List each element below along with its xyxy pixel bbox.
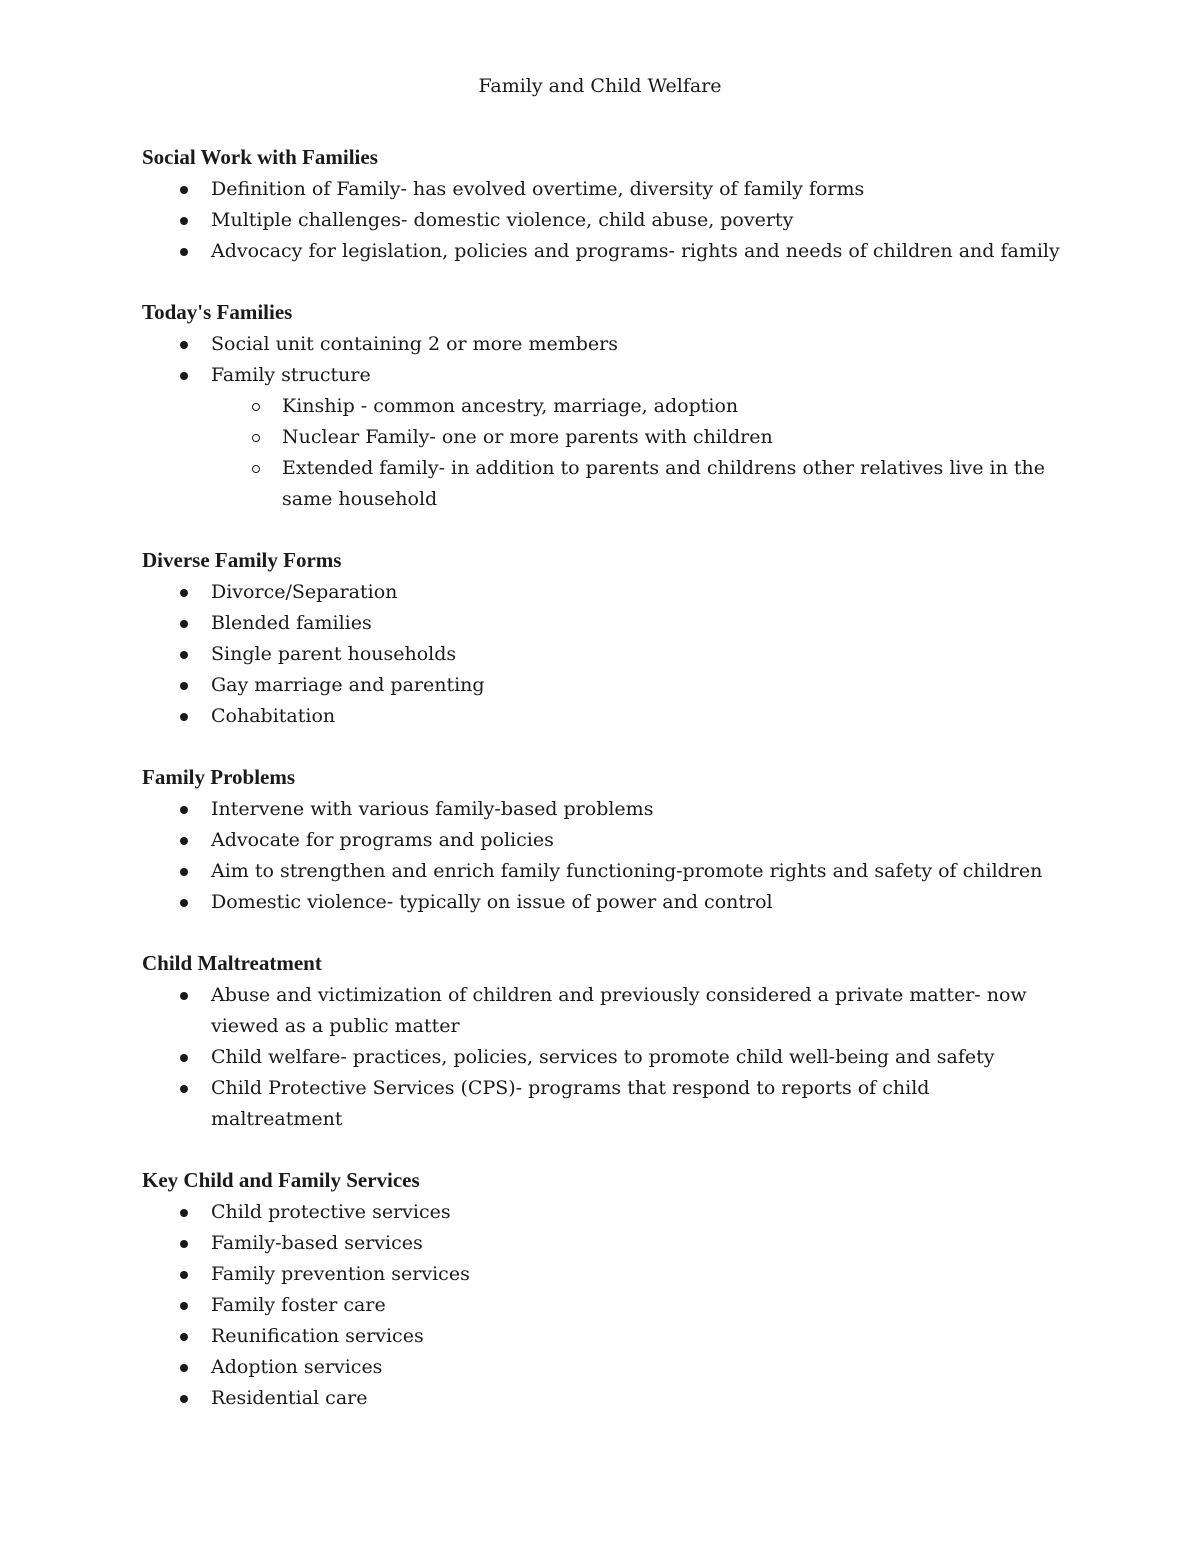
bullet-icon bbox=[180, 372, 188, 380]
hollow-bullet-icon bbox=[252, 403, 260, 411]
list-item bbox=[142, 236, 1062, 267]
bullet-icon bbox=[180, 713, 188, 721]
list-item-text: Adoption services bbox=[211, 1356, 383, 1378]
list-item-text: Reunification services bbox=[211, 1325, 424, 1347]
list-item-text: Divorce/Separation bbox=[211, 581, 398, 603]
bullet-icon bbox=[180, 1209, 188, 1217]
section-heading: Child Maltreatment bbox=[142, 951, 322, 975]
sub-list-item bbox=[211, 391, 1062, 422]
bullet-icon bbox=[180, 186, 188, 194]
list-item bbox=[142, 794, 1062, 825]
list-item bbox=[142, 608, 1062, 639]
list-item bbox=[142, 1383, 1062, 1414]
bullet-icon bbox=[180, 1240, 188, 1248]
section-heading: Key Child and Family Services bbox=[142, 1168, 420, 1192]
bullet-list bbox=[142, 174, 1062, 267]
list-item bbox=[142, 577, 1062, 608]
list-item-text: Family structure bbox=[211, 364, 371, 386]
section-key-child-and-family-services bbox=[142, 1166, 1062, 1414]
bullet-list bbox=[142, 577, 1062, 732]
list-item-text: Multiple challenges- domestic violence, child abuse, poverty bbox=[211, 209, 794, 231]
list-item bbox=[142, 639, 1062, 670]
list-item-text: Aim to strengthen and enrich family functioning-promote rights and safety of children bbox=[211, 860, 1043, 882]
list-item-text: Gay marriage and parenting bbox=[211, 674, 485, 696]
sub-list-item-text: Kinship - common ancestry, marriage, adoption bbox=[282, 395, 739, 417]
bullet-list bbox=[142, 794, 1062, 918]
list-item bbox=[142, 329, 1062, 360]
list-item bbox=[142, 205, 1062, 236]
bullet-icon bbox=[180, 868, 188, 876]
document-title: Family and Child Welfare bbox=[478, 75, 722, 97]
list-item-text: Advocacy for legislation, policies and programs- rights and needs of children and family bbox=[211, 240, 1060, 262]
list-item-text: Family-based services bbox=[211, 1232, 423, 1254]
list-item-text: Child welfare- practices, policies, services to promote child well-being and safety bbox=[211, 1046, 995, 1068]
section-diverse-family-forms bbox=[142, 546, 1062, 732]
bullet-icon bbox=[180, 1302, 188, 1310]
list-item-text: Single parent households bbox=[211, 643, 457, 665]
sub-list-item-text: Nuclear Family- one or more parents with children bbox=[282, 426, 773, 448]
bullet-icon bbox=[180, 1054, 188, 1062]
list-item-text: Child Protective Services (CPS)- programs that respond to reports of child maltreatment bbox=[211, 1077, 930, 1130]
section-heading: Diverse Family Forms bbox=[142, 548, 342, 572]
list-item bbox=[142, 856, 1062, 887]
bullet-list bbox=[142, 980, 1062, 1135]
list-item bbox=[142, 887, 1062, 918]
list-item-text: Abuse and victimization of children and previously considered a private matter- now viewed as a public matter bbox=[211, 984, 1027, 1037]
list-item bbox=[142, 670, 1062, 701]
bullet-icon bbox=[180, 620, 188, 628]
list-item-text: Residential care bbox=[211, 1387, 368, 1409]
bullet-icon bbox=[180, 899, 188, 907]
section-child-maltreatment bbox=[142, 949, 1062, 1135]
bullet-icon bbox=[180, 341, 188, 349]
section-heading: Today's Families bbox=[142, 300, 293, 324]
list-item-text: Definition of Family- has evolved overtime, diversity of family forms bbox=[211, 178, 865, 200]
sub-bullet-list bbox=[211, 391, 1062, 515]
list-item-text: Cohabitation bbox=[211, 705, 336, 727]
bullet-icon bbox=[180, 217, 188, 225]
bullet-icon bbox=[180, 992, 188, 1000]
section-social-work-with-families bbox=[142, 143, 1062, 267]
list-item bbox=[142, 174, 1062, 205]
bullet-list bbox=[142, 1197, 1062, 1414]
list-item-text: Family foster care bbox=[211, 1294, 386, 1316]
list-item bbox=[142, 980, 1062, 1042]
list-item-text: Blended families bbox=[211, 612, 372, 634]
list-item bbox=[142, 1073, 1062, 1135]
bullet-icon bbox=[180, 806, 188, 814]
list-item bbox=[142, 1321, 1062, 1352]
list-item-text: Advocate for programs and policies bbox=[211, 829, 554, 851]
bullet-icon bbox=[180, 651, 188, 659]
bullet-icon bbox=[180, 1271, 188, 1279]
list-item bbox=[142, 825, 1062, 856]
list-item-text: Social unit containing 2 or more members bbox=[211, 333, 618, 355]
list-item bbox=[142, 1228, 1062, 1259]
list-item bbox=[142, 1290, 1062, 1321]
bullet-icon bbox=[180, 1333, 188, 1341]
section-todays-families bbox=[142, 298, 1062, 515]
list-item bbox=[142, 701, 1062, 732]
sub-list-item bbox=[211, 422, 1062, 453]
hollow-bullet-icon bbox=[252, 434, 260, 442]
bullet-list bbox=[142, 329, 1062, 515]
list-item bbox=[142, 1197, 1062, 1228]
list-item bbox=[142, 1042, 1062, 1073]
bullet-icon bbox=[180, 682, 188, 690]
bullet-icon bbox=[180, 1364, 188, 1372]
bullet-icon bbox=[180, 837, 188, 845]
list-item-text: Family prevention services bbox=[211, 1263, 470, 1285]
list-item bbox=[142, 1259, 1062, 1290]
sub-list-item bbox=[211, 453, 1062, 515]
section-family-problems bbox=[142, 763, 1062, 918]
bullet-icon bbox=[180, 248, 188, 256]
bullet-icon bbox=[180, 589, 188, 597]
list-item-text: Intervene with various family-based problems bbox=[211, 798, 654, 820]
list-item bbox=[142, 1352, 1062, 1383]
list-item-text: Child protective services bbox=[211, 1201, 451, 1223]
hollow-bullet-icon bbox=[252, 465, 260, 473]
section-heading: Social Work with Families bbox=[142, 145, 378, 169]
bullet-icon bbox=[180, 1085, 188, 1093]
bullet-icon bbox=[180, 1395, 188, 1403]
sub-list-item-text: Extended family- in addition to parents and childrens other relatives live in the same household bbox=[282, 457, 1045, 510]
document-body bbox=[142, 143, 1062, 1445]
list-item bbox=[142, 360, 1062, 515]
list-item-text: Domestic violence- typically on issue of power and control bbox=[211, 891, 773, 913]
section-heading: Family Problems bbox=[142, 765, 296, 789]
